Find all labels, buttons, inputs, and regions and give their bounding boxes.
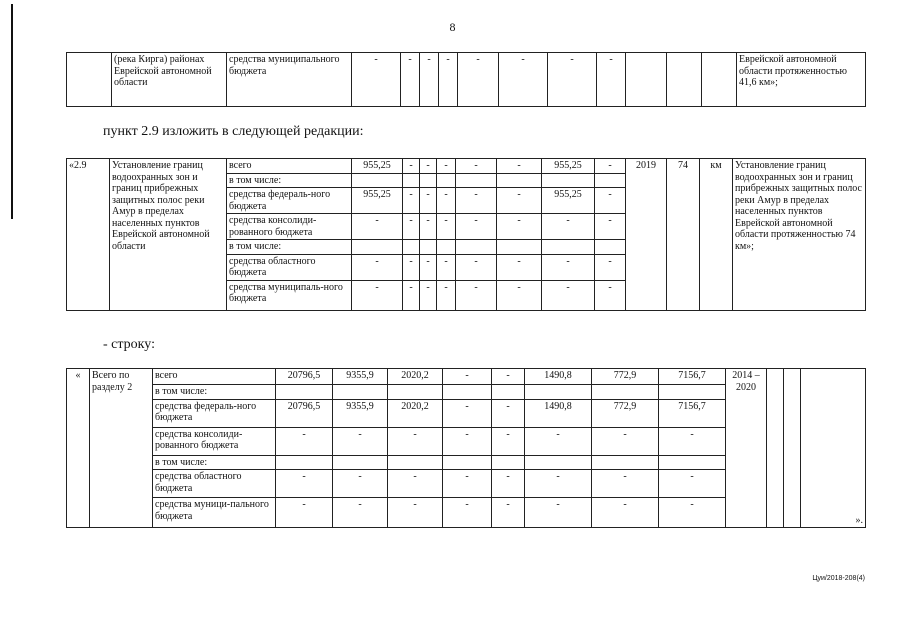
value-cell: - (659, 470, 726, 498)
value-cell: - (492, 470, 525, 498)
value-cell: - (403, 254, 420, 280)
value-cell: 7156,7 (659, 369, 726, 385)
value-cell (659, 455, 726, 470)
value-cell (333, 385, 388, 400)
table-section-total (66, 368, 866, 528)
funding-label: всего (153, 369, 276, 385)
value-cell: - (542, 254, 595, 280)
value-cell: - (548, 53, 597, 107)
funding-label: в том числе: (227, 173, 352, 188)
value-cell: - (403, 159, 420, 174)
value-cell: 1490,8 (525, 369, 592, 385)
value-cell: - (497, 159, 542, 174)
value-cell: 955,25 (352, 188, 403, 214)
value-cell: - (420, 280, 437, 310)
value-cell (420, 240, 437, 255)
value-cell: 9355,9 (333, 399, 388, 427)
value-cell: 772,9 (592, 399, 659, 427)
value-cell: 772,9 (592, 369, 659, 385)
table-row (67, 159, 866, 174)
value-cell: - (420, 159, 437, 174)
value-cell (592, 455, 659, 470)
section-name: Всего по разделу 2 (90, 369, 153, 528)
funding-label: средства федераль-ного бюджета (227, 188, 352, 214)
value-cell: - (403, 214, 420, 240)
funding-source: средства муниципального бюджета (227, 53, 352, 107)
value-cell: - (499, 53, 548, 107)
value-cell: - (492, 369, 525, 385)
value-cell: - (333, 470, 388, 498)
value-cell: - (525, 470, 592, 498)
funding-label: средства муници-пального бюджета (153, 498, 276, 528)
value-cell: - (333, 427, 388, 455)
close-quote: ». (801, 369, 866, 528)
document-code: Цуи/2018-208(4) (812, 575, 865, 582)
funding-label: средства консолиди-рованного бюджета (227, 214, 352, 240)
table-row (67, 369, 866, 385)
value-cell: - (420, 53, 439, 107)
measure-name: Установление границ водоохранных зон и границ прибрежных защитных полос реки Амур в пределах населенных пунктов Еврейской автономной области (110, 159, 227, 311)
value-cell: - (437, 280, 456, 310)
value-cell: 9355,9 (333, 369, 388, 385)
margin-bar (11, 4, 13, 219)
value-cell: - (437, 159, 456, 174)
value-cell: - (276, 427, 333, 455)
value-cell: - (497, 254, 542, 280)
value-cell: 2020,2 (388, 369, 443, 385)
top-table (66, 52, 866, 107)
empty-cell (67, 53, 112, 107)
value-cell: - (525, 498, 592, 528)
value-cell: - (388, 470, 443, 498)
value-cell: - (595, 214, 626, 240)
value-cell: - (388, 498, 443, 528)
value-cell (403, 240, 420, 255)
year-cell: 2019 (626, 159, 667, 311)
value-cell: - (352, 254, 403, 280)
section-heading: - строку: (103, 337, 155, 352)
value-cell (492, 455, 525, 470)
value-cell: - (597, 53, 626, 107)
value-cell: - (439, 53, 458, 107)
value-cell: - (659, 427, 726, 455)
value-cell (352, 173, 403, 188)
value-cell: - (276, 498, 333, 528)
value-cell (592, 385, 659, 400)
value-cell: 955,25 (542, 159, 595, 174)
value-cell: - (420, 254, 437, 280)
value-cell: - (659, 498, 726, 528)
value-cell: 20796,5 (276, 399, 333, 427)
value-cell (542, 240, 595, 255)
value-cell: - (403, 280, 420, 310)
value-cell: - (403, 188, 420, 214)
value-cell: - (592, 470, 659, 498)
result-cell: Еврейской автономной области протяженностью 41,6 км»; (737, 53, 866, 107)
value-cell (437, 173, 456, 188)
value-cell (443, 385, 492, 400)
funding-label: средства областного бюджета (227, 254, 352, 280)
section-heading: пункт 2.9 изложить в следующей редакции: (103, 124, 364, 139)
value-cell (456, 240, 497, 255)
value-cell: - (437, 188, 456, 214)
funding-label: в том числе: (227, 240, 352, 255)
value-cell: - (542, 214, 595, 240)
value-cell (497, 240, 542, 255)
value-cell: 955,25 (542, 188, 595, 214)
value-cell: - (492, 427, 525, 455)
value-cell: - (456, 254, 497, 280)
value-cell: - (497, 188, 542, 214)
value-cell: - (437, 214, 456, 240)
page-number: 8 (449, 20, 456, 34)
value-cell (420, 173, 437, 188)
value-cell (403, 173, 420, 188)
value-cell (542, 173, 595, 188)
value-cell: 2020,2 (388, 399, 443, 427)
value-cell: - (456, 159, 497, 174)
empty-cell (667, 53, 702, 107)
value-cell: - (497, 214, 542, 240)
value-cell: 955,25 (352, 159, 403, 174)
value-cell: - (352, 53, 401, 107)
empty-cell (702, 53, 737, 107)
value-cell (388, 455, 443, 470)
table-2-9 (66, 158, 866, 311)
empty-cell (626, 53, 667, 107)
funding-label: в том числе: (153, 385, 276, 400)
value-cell (659, 385, 726, 400)
value-cell: - (443, 399, 492, 427)
value-cell (497, 173, 542, 188)
value-cell (525, 455, 592, 470)
value-cell: - (443, 369, 492, 385)
value-cell: - (276, 470, 333, 498)
value-cell: - (595, 280, 626, 310)
funding-label: средства муниципаль-ного бюджета (227, 280, 352, 310)
empty-cell (767, 369, 784, 528)
value-cell (595, 173, 626, 188)
value-cell: - (333, 498, 388, 528)
funding-label: средства федераль-ного бюджета (153, 399, 276, 427)
funding-label: в том числе: (153, 455, 276, 470)
value-cell: - (525, 427, 592, 455)
unit-cell: км (700, 159, 733, 311)
value-cell (388, 385, 443, 400)
value-cell: - (595, 159, 626, 174)
value-cell: 7156,7 (659, 399, 726, 427)
value-cell (437, 240, 456, 255)
value-cell: - (437, 254, 456, 280)
value-cell: 1490,8 (525, 399, 592, 427)
row-number: «2.9 (67, 159, 110, 311)
quantity-cell: 74 (667, 159, 700, 311)
value-cell: - (456, 214, 497, 240)
value-cell: - (592, 498, 659, 528)
value-cell: - (443, 498, 492, 528)
result-cell: Установление границ водоохранных зон и границ прибрежных защитных полос реки Амур в пределах населенных пунктов Еврейской автономной области протяженностью 74 км»; (733, 159, 866, 311)
open-quote: « (67, 369, 90, 528)
value-cell: - (458, 53, 499, 107)
value-cell: - (420, 214, 437, 240)
value-cell: - (456, 188, 497, 214)
value-cell: 20796,5 (276, 369, 333, 385)
value-cell (525, 385, 592, 400)
value-cell: - (595, 254, 626, 280)
value-cell (333, 455, 388, 470)
value-cell: - (420, 188, 437, 214)
value-cell (276, 385, 333, 400)
value-cell: - (443, 470, 492, 498)
value-cell (352, 240, 403, 255)
funding-label: средства областного бюджета (153, 470, 276, 498)
value-cell: - (352, 280, 403, 310)
value-cell (276, 455, 333, 470)
value-cell (443, 455, 492, 470)
value-cell (492, 385, 525, 400)
value-cell: - (456, 280, 497, 310)
empty-cell (784, 369, 801, 528)
value-cell: - (595, 188, 626, 214)
value-cell: - (492, 399, 525, 427)
value-cell: - (542, 280, 595, 310)
value-cell (456, 173, 497, 188)
value-cell: - (352, 214, 403, 240)
funding-label: всего (227, 159, 352, 174)
funding-label: средства консолиди-рованного бюджета (153, 427, 276, 455)
value-cell: - (388, 427, 443, 455)
years-cell: 2014 – 2020 (726, 369, 767, 528)
value-cell (595, 240, 626, 255)
value-cell: - (592, 427, 659, 455)
value-cell: - (492, 498, 525, 528)
measure-name: (река Кирга) районах Еврейской автономной области (112, 53, 227, 107)
value-cell: - (443, 427, 492, 455)
value-cell: - (497, 280, 542, 310)
value-cell: - (401, 53, 420, 107)
